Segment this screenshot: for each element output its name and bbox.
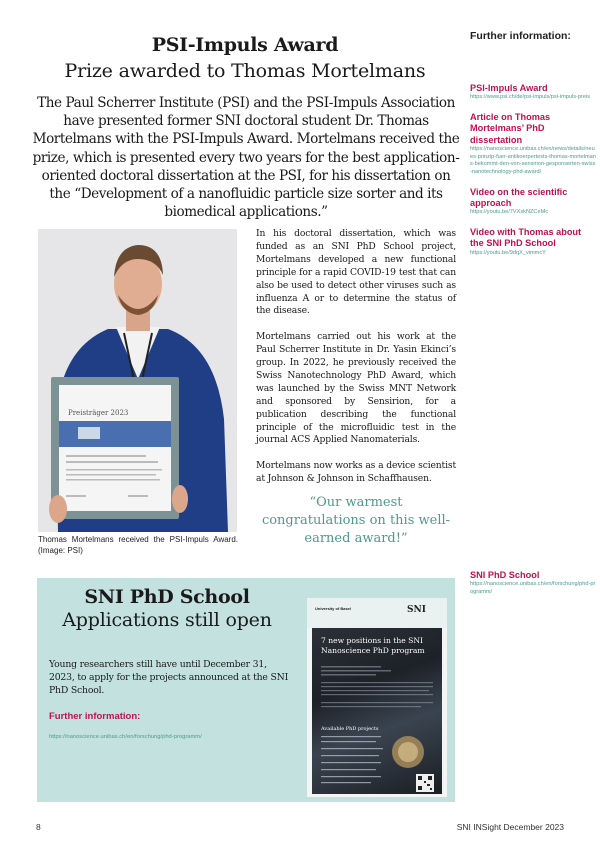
poster-heading: 7 new positions in the SNI Nanoscience PhD program — [321, 636, 425, 655]
box-text: Young researchers still have until December 31, 2023, to apply for the projects announced at the SNI PhD School. — [49, 659, 289, 696]
sidebar-link-sni-phd-school[interactable] — [470, 570, 596, 597]
award-photo — [38, 229, 237, 532]
sni-logo: SNI — [407, 605, 426, 615]
article-subtitle: Prize awarded to Thomas Mortelmans — [64, 60, 426, 82]
body-paragraph: Mortelmans now works as a device scientist at Johnson & Johnson in Schaffhausen. — [256, 460, 456, 485]
sidebar-link-title[interactable]: Video with Thomas about the SNI PhD School — [470, 227, 582, 249]
publication-footer: SNI INSight December 2023 — [456, 822, 564, 832]
sidebar-link-title[interactable]: SNI PhD School — [470, 570, 540, 580]
sidebar-link-url[interactable]: https://nanoscience.unibas.ch/en/forschung/phd-programm/ — [470, 581, 596, 595]
photo-caption: Thomas Mortelmans received the PSI-Impuls Award. (Image: PSI) — [38, 535, 238, 555]
university-logo: University of Basel — [315, 606, 352, 611]
sidebar-link-url[interactable]: https://youtu.be/7VXskNZCeMc — [470, 209, 549, 216]
poster-image — [312, 628, 442, 794]
article-title: PSI-Impuls Award — [151, 34, 339, 56]
poster-header — [307, 598, 447, 628]
sidebar-link-video-phd-school[interactable] — [470, 227, 596, 257]
person-with-certificate-illustration — [38, 229, 237, 532]
box-title: SNI PhD School — [84, 586, 250, 608]
body-paragraph: Mortelmans carried out his work at the Paul Scherrer Institute in Dr. Yasin Ekinci’s group. In 2022, he previously received the Swiss Nanotechnology PhD Award, which was launched by the Swiss MNT Network and sponsored by Sensirion, for a publication describing the functional principle of the microfluidic test in the journal ACS Applied Nanomaterials. — [256, 331, 456, 446]
article-lead: The Paul Scherrer Institute (PSI) and the PSI-Impuls Association have presented former SNI doctoral student Dr. Thomas Mortelmans with the PSI-Impuls Award. Mortelmans received the prize, which is presented every two years for the best application-oriented doctoral dissertation at the PSI, for his dissertation on the “Development of a nanofluidic particle size sorter and its biomedical applications.” — [32, 95, 460, 221]
phd-program-poster — [307, 598, 447, 797]
sidebar-link-video-scientific[interactable] — [470, 187, 596, 217]
sidebar-link-psi-impuls[interactable] — [470, 83, 596, 102]
body-paragraph: In his doctoral dissertation, which was funded as an SNI PhD School project, Mortelmans developed a new functional principle for a rapid COVID-19 test that can also be used to detect other viruses such as influenza A or to determine the status of the disease. — [256, 228, 456, 317]
sidebar-link-article[interactable] — [470, 112, 596, 177]
poster-section-title: Available PhD projects — [321, 726, 379, 732]
certificate-text: Preisträger 2023 — [68, 409, 129, 417]
article-body — [256, 228, 456, 499]
further-information-sidebar — [470, 30, 596, 267]
page-number: 8 — [36, 822, 41, 832]
sidebar-link-url[interactable]: https://www.psi.ch/de/psi-impuls/psi-impuls-preis — [470, 94, 590, 101]
sidebar-heading: Further information: — [470, 30, 571, 42]
pull-quote: “Our warmest congratulations on this well-earned award!” — [261, 495, 451, 546]
sidebar-link-title[interactable]: PSI-Impuls Award — [470, 83, 548, 93]
sidebar-link-title[interactable]: Article on Thomas Mortelmans’ PhD dissertation — [470, 112, 551, 145]
box-link-url[interactable]: https://nanoscience.unibas.ch/en/forschung/phd-programm/ — [49, 734, 202, 740]
box-further-info-label: Further information: — [49, 711, 141, 722]
sidebar-link-url[interactable]: https://nanoscience.unibas.ch/en/news/details/neues-prinzip-fuer-antikoerpertests-thomas-mortelmans-bekommt-den-von-sensirion-gesponserten-swiss-nanotechnology-phd-award/ — [470, 146, 596, 175]
sidebar-link-url[interactable]: https://youtu.be/9dqX_vimmcY — [470, 249, 546, 256]
box-subtitle: Applications still open — [62, 609, 272, 631]
phd-school-box — [37, 578, 455, 802]
poster-graphic — [312, 662, 442, 794]
sidebar-link-title[interactable]: Video on the scientific approach — [470, 186, 568, 208]
